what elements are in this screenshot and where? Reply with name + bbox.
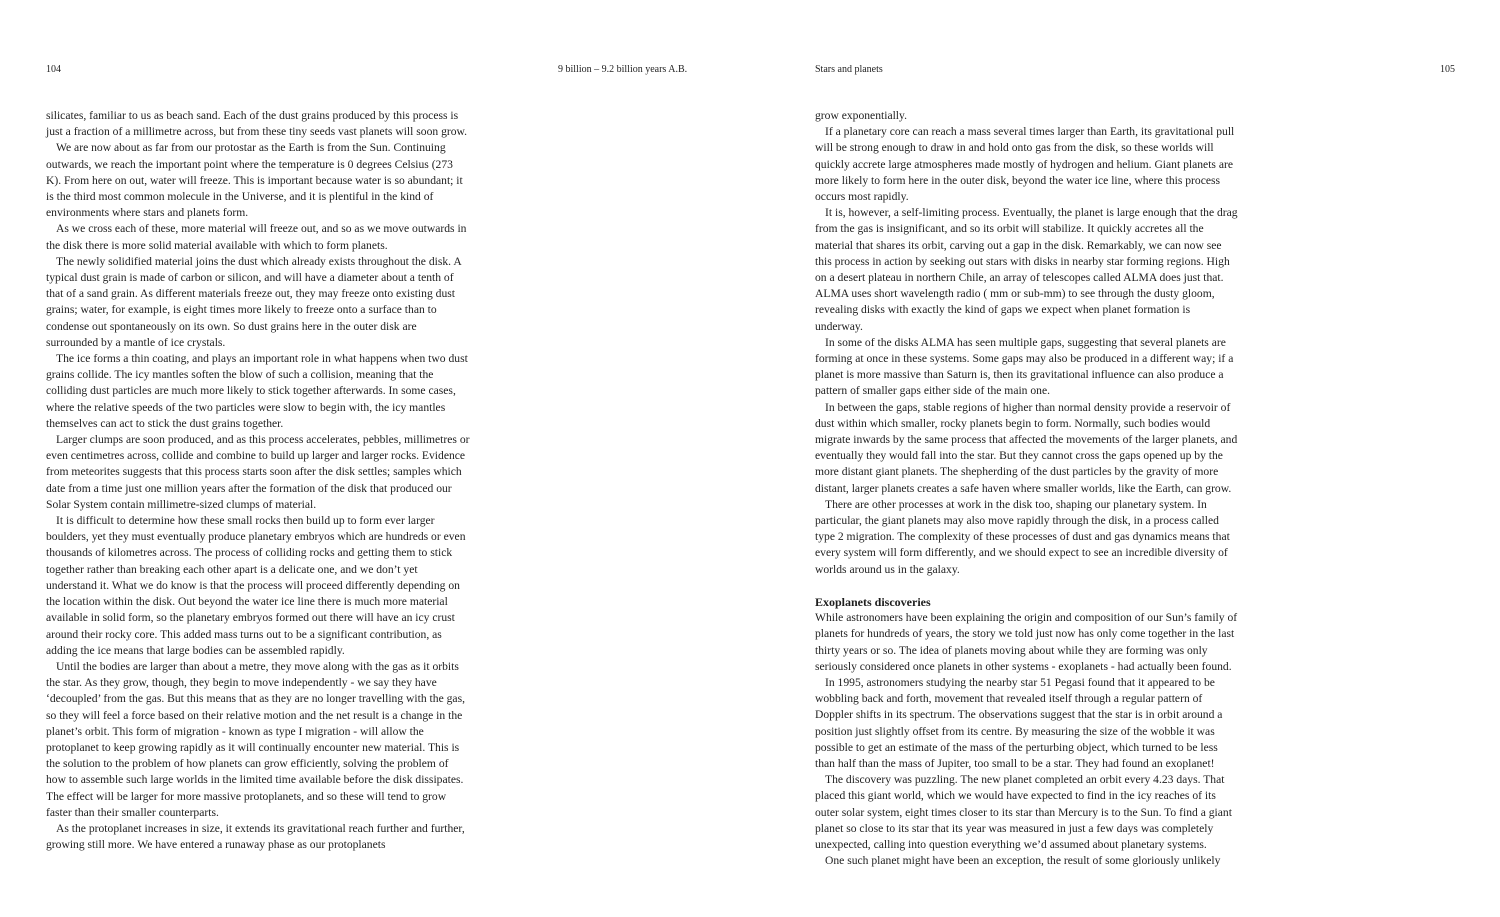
left-page-body <box>46 108 470 853</box>
paragraph: While astronomers have been explaining the origin and composition of our Sun’s family of planets for hundreds of years, the story we told just now has only come together in the last thirty years or so. The idea of planets moving about while they are forming was only seriously considered once planets in other systems - exoplanets - had actually been found. <box>815 611 1238 673</box>
section-heading: Exoplanets discoveries <box>815 594 931 609</box>
paragraph: In some of the disks ALMA has seen multiple gaps, suggesting that several planets are forming at once in these systems. Some gaps may also be produced in a different way; if a planet is more massive than Saturn is, then its gravitational influence can also produce a pattern of smaller gaps either side of the main one. <box>815 335 1234 398</box>
paragraph: One such planet might have been an exception, the result of some gloriously unlikely <box>825 854 1221 868</box>
paragraph: In 1995, astronomers studying the nearby star 51 Pegasi found that it appeared to be wobbling back and forth, movement that revealed itself through a regular pattern of Doppler shifts in its spectrum. The observations suggest that the star is in orbit around a position just slightly offset from its centre. By measuring the size of the wobble it was possible to get an estimate of the mass of the perturbing object, which turned to be less than half than the mass of Jupiter, too small to be a star. They had found an exoplanet! <box>815 675 1223 770</box>
left-running-head: 9 billion – 9.2 billion years A.B. <box>558 64 688 75</box>
paragraph: Until the bodies are larger than about a metre, they move along with the gas as it orbits the star. As they grow, though, they begin to move independently - we say they have ‘decoupled’ from the gas. But this means that as they are no longer travelling with the gas, so they will feel a force based on their relative motion and the net result is a change in the planet’s orbit. This form of migration - known as type I migration - will allow the protoplanet to keep growing rapidly as it will continually encounter new material. This is the solution to the problem of how planets can grow efficiently, solving the problem of how to assemble such large worlds in the limited time available before the disk dissipates. The effect will be larger for more massive protoplanets, and so these will tend to grow faster than their smaller counterparts. <box>46 659 465 819</box>
paragraph: It is, however, a self-limiting process. Eventually, the planet is large enough that the drag from the gas is insignificant, and so its orbit will stabilize. It quickly accretes all the material that shares its orbit, carving out a gap in the disk. Remarkably, we can now see this process in action by seeking out stars with disks in nearby star forming regions. High on a desert plateau in northern Chile, an array of telescopes called ALMA does just that. ALMA uses short wavelength radio ( mm or sub-mm) to see through the dusty gloom, revealing disks with exactly the kind of gaps we expect when planet formation is underway. <box>815 206 1238 333</box>
right-running-head: Stars and planets <box>815 64 883 75</box>
paragraph: As the protoplanet increases in size, it extends its gravitational reach further and further, growing still more. We have entered a runaway phase as our protoplanets <box>46 821 465 852</box>
paragraph: Larger clumps are soon produced, and as this process accelerates, pebbles, millimetres or even centimetres across, collide and combine to build up larger and larger rocks. Evidence from meteorites suggests that this process starts soon after the disk settles; samples which date from a time just one million years after the formation of the disk that produced our Solar System contain millimetre-sized clumps of material. <box>46 433 470 511</box>
left-page-number: 104 <box>46 64 61 75</box>
paragraph: It is difficult to determine how these small rocks then build up to form ever larger boulders, yet they must eventually produce planetary embryos which are hundreds or even thousands of kilometres across. The process of colliding rocks and getting them to stick together rather than breaking each other apart is a delicate one, and we don’t yet understand it. What we do know is that the process will proceed differently depending on the location within the disk. Out beyond the water ice line there is much more material available in solid form, so the planetary embryos formed out there will have an icy crust around their rocky core. This added mass turns out to be a significant contribution, as adding the ice means that large bodies can be assembled rapidly. <box>46 514 466 657</box>
paragraph: The newly solidified material joins the dust which already exists throughout the disk. A typical dust grain is made of carbon or silicon, and will have a diameter about a tenth of that of a sand grain. As different materials freeze out, they may freeze onto existing dust grains; water, for example, is eight times more likely to freeze onto a surface than to condense out spontaneously on its own. So dust grains here in the outer disk are surrounded by a mantle of ice crystals. <box>46 254 462 349</box>
right-page-body <box>815 108 1240 869</box>
paragraph: silicates, familiar to us as beach sand. Each of the dust grains produced by this process is just a fraction of a millimetre across, but from these tiny seeds vast planets will soon grow. <box>46 109 468 139</box>
right-page-number: 105 <box>1440 64 1455 75</box>
paragraph: As we cross each of these, more material will freeze out, and so as we move outwards in the disk there is more solid material available with which to form planets. <box>46 222 467 252</box>
paragraph: We are now about as far from our protostar as the Earth is from the Sun. Continuing outwards, we reach the important point where the temperature is 0 degrees Celsius (273 K). From here on out, water will freeze. This is important because water is so abundant; it is the third most common molecule in the Universe, and it is plentiful in the kind of environments where stars and planets form. <box>46 141 463 220</box>
paragraph: If a planetary core can reach a mass several times larger than Earth, its gravitational pull will be strong enough to draw in and hold onto gas from the disk, so these worlds will quickly accrete large atmospheres made mostly of hydrogen and helium. Giant planets are more likely to form here in the outer disk, beyond the water ice line, where this process occurs most rapidly. <box>815 125 1235 204</box>
paragraph: The discovery was puzzling. The new planet completed an orbit every 4.23 days. That placed this giant world, which we would have expected to find in the icy reaches of its outer solar system, eight times closer to its star than Mercury is to the Sun. To find a giant planet so close to its star that its year was measured in just a few days was completely unexpected, calling into question everything we’d assumed about planetary systems. <box>815 773 1232 851</box>
paragraph: grow exponentially. <box>815 109 907 122</box>
paragraph: There are other processes at work in the disk too, shaping our planetary system. In particular, the giant planets may also move rapidly through the disk, in a process called type 2 migration. The complexity of these processes of dust and gas dynamics means that every system will form differently, and we should expect to see an incredible diversity of worlds around us in the galaxy. <box>815 497 1230 576</box>
paragraph: The ice forms a thin coating, and plays an important role in what happens when two dust grains collide. The icy mantles soften the blow of such a collision, meaning that the colliding dust particles are much more likely to stick together afterwards. In some cases, where the relative speeds of the two particles were slow to begin with, the icy mantles themselves can act to stick the dust grains together. <box>46 352 468 430</box>
paragraph: In between the gaps, stable regions of higher than normal density provide a reservoir of dust within which smaller, rocky planets begin to form. Normally, such bodies would migrate inwards by the same process that affected the movements of the larger planets, and eventually they would fall into the star. But they cannot cross the gaps opened up by the more distant giant planets. The shepherding of the dust particles by the gravity of more distant, larger planets creates a safe haven where smaller worlds, like the Earth, can grow. <box>815 400 1238 495</box>
